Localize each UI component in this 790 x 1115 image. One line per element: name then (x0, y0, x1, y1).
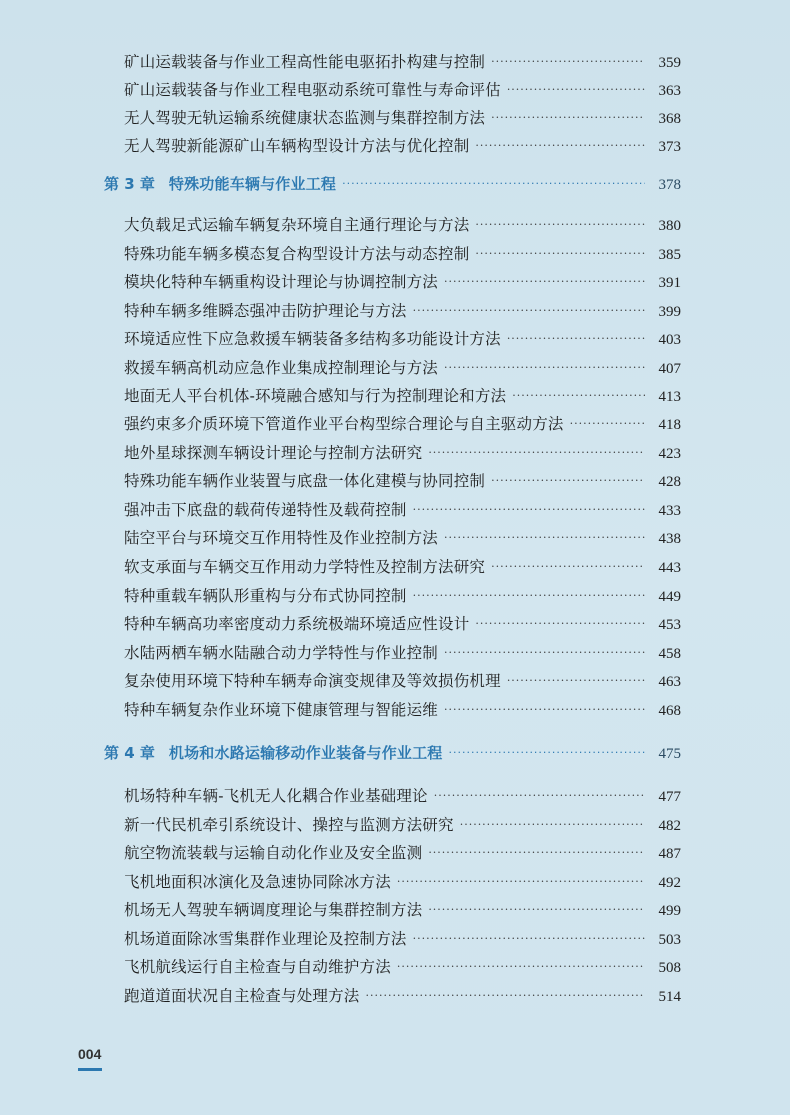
chapter-title: 机场和水路运输移动作业装备与作业工程 (168, 744, 443, 762)
dot-leader (491, 553, 645, 581)
toc-entry-page: 359 (658, 55, 681, 71)
dot-leader (413, 582, 645, 610)
dot-leader (428, 439, 645, 467)
toc-entry-title: 特殊功能车辆作业装置与底盘一体化建模与协同控制 (124, 472, 486, 490)
toc-entry[interactable] (124, 610, 681, 638)
toc-entry-title: 救援车辆高机动应急作业集成控制理论与方法 (124, 359, 439, 377)
dot-leader (397, 953, 645, 981)
toc-entry[interactable] (124, 811, 681, 839)
dot-leader (444, 354, 645, 382)
dot-leader (413, 297, 645, 325)
toc-entry-page: 380 (658, 218, 681, 234)
toc-entry[interactable] (124, 467, 681, 495)
toc-entry-title: 模块化特种车辆重构设计理论与协调控制方法 (124, 273, 439, 291)
toc-entry[interactable] (124, 496, 681, 524)
toc-entry-page: 407 (658, 361, 681, 377)
toc-entry-page: 373 (658, 139, 681, 155)
toc-chapter-3[interactable] (104, 170, 681, 198)
dot-leader (413, 496, 645, 524)
chapter-number: 第 3 章 (104, 175, 155, 193)
dot-leader (570, 410, 645, 438)
toc-entry-title: 地面无人平台机体-环境融合感知与行为控制理论和方法 (124, 387, 507, 405)
toc-entry-page: 363 (658, 83, 681, 99)
toc-entry-page: 487 (658, 846, 681, 862)
toc-entry-page: 458 (658, 646, 681, 662)
toc-entry-title: 复杂使用环境下特种车辆寿命演变规律及等效损伤机理 (124, 672, 501, 690)
toc-entry-title: 矿山运载装备与作业工程高性能电驱拓扑构建与控制 (124, 53, 486, 71)
dot-leader (512, 382, 645, 410)
dot-leader (491, 48, 645, 76)
toc-entry[interactable] (124, 382, 681, 410)
toc-entry-title: 软支承面与车辆交互作用动力学特性及控制方法研究 (124, 558, 486, 576)
toc-entry-title: 特殊功能车辆多模态复合构型设计方法与动态控制 (124, 245, 470, 263)
toc-entry-title: 机场特种车辆-飞机无人化耦合作业基础理论 (124, 787, 428, 805)
toc-entry-title: 强冲击下底盘的载荷传递特性及载荷控制 (124, 501, 407, 519)
dot-leader (491, 104, 645, 132)
toc-entry-title: 大负载足式运输车辆复杂环境自主通行理论与方法 (124, 216, 470, 234)
toc-entry[interactable] (124, 896, 681, 924)
toc-entry-page: 453 (658, 617, 681, 633)
toc-entry-page: 418 (658, 417, 681, 433)
toc-entry-title: 无人驾驶新能源矿山车辆构型设计方法与优化控制 (124, 137, 470, 155)
dot-leader (444, 268, 645, 296)
dot-leader (507, 325, 645, 353)
toc-entry-page: 503 (658, 932, 681, 948)
toc-entry-page: 385 (658, 247, 681, 263)
toc-entry-page: 463 (658, 674, 681, 690)
toc-entry[interactable] (124, 325, 681, 353)
toc-entry[interactable] (124, 354, 681, 382)
chapter-title: 特殊功能车辆与作业工程 (168, 175, 337, 193)
toc-entry-page: 482 (658, 818, 681, 834)
dot-leader (428, 839, 645, 867)
toc-entry[interactable] (124, 553, 681, 581)
toc-entry[interactable] (124, 48, 681, 76)
toc-entry-title: 新一代民机牵引系统设计、操控与监测方法研究 (124, 816, 454, 834)
toc-chapter-4[interactable] (104, 739, 681, 767)
toc-entry-page: 477 (658, 789, 681, 805)
toc-entry-page: 438 (658, 531, 681, 547)
chapter-page: 378 (658, 177, 681, 193)
dot-leader (444, 696, 645, 724)
toc-entry[interactable] (124, 104, 681, 132)
toc-entry-page: 492 (658, 875, 681, 891)
toc-entry[interactable] (124, 410, 681, 438)
toc-entry-title: 特种车辆复杂作业环境下健康管理与智能运维 (124, 701, 439, 719)
toc-entry-page: 499 (658, 903, 681, 919)
dot-leader (444, 639, 645, 667)
toc-entry[interactable] (124, 211, 681, 239)
toc-entry[interactable] (124, 639, 681, 667)
toc-entry-page: 403 (658, 332, 681, 348)
toc-entry-page: 428 (658, 474, 681, 490)
toc-entry[interactable] (124, 839, 681, 867)
toc-entry[interactable] (124, 667, 681, 695)
toc-entry[interactable] (124, 925, 681, 953)
toc-entry[interactable] (124, 868, 681, 896)
toc-entry-page: 433 (658, 503, 681, 519)
toc-entry[interactable] (124, 76, 681, 104)
toc-entry-title: 水陆两栖车辆水陆融合动力学特性与作业控制 (124, 644, 439, 662)
toc-entry-page: 399 (658, 304, 681, 320)
chapter-number: 第 4 章 (104, 744, 155, 762)
dot-leader (428, 896, 645, 924)
dot-leader (413, 925, 645, 953)
toc-entry-title: 飞机地面积冰演化及急速协同除冰方法 (124, 873, 391, 891)
toc-entry[interactable] (124, 268, 681, 296)
toc-entry-page: 508 (658, 960, 681, 976)
toc-entry-title: 无人驾驶无轨运输系统健康状态监测与集群控制方法 (124, 109, 486, 127)
dot-leader (507, 76, 645, 104)
toc-entry-page: 514 (658, 989, 681, 1005)
dot-leader (475, 610, 645, 638)
toc-entry-page: 423 (658, 446, 681, 462)
dot-leader (397, 868, 645, 896)
dot-leader (434, 782, 645, 810)
dot-leader (366, 982, 645, 1010)
toc-entry[interactable] (124, 782, 681, 810)
toc-entry[interactable] (124, 982, 681, 1010)
toc-entry-title: 跑道道面状况自主检查与处理方法 (124, 987, 360, 1005)
dot-leader (475, 240, 645, 268)
toc-entry[interactable] (124, 132, 681, 160)
toc-entry[interactable] (124, 240, 681, 268)
toc-entry-page: 368 (658, 111, 681, 127)
toc-entry[interactable] (124, 297, 681, 325)
toc-entry-page: 443 (658, 560, 681, 576)
page-number: 004 (78, 1046, 102, 1062)
dot-leader (460, 811, 645, 839)
toc-entry-title: 强约束多介质环境下管道作业平台构型综合理论与自主驱动方法 (124, 415, 564, 433)
toc-entry[interactable] (124, 582, 681, 610)
toc-entry-title: 地外星球探测车辆设计理论与控制方法研究 (124, 444, 423, 462)
toc-entry[interactable] (124, 524, 681, 552)
toc-entry[interactable] (124, 439, 681, 467)
toc-entry-title: 机场道面除冰雪集群作业理论及控制方法 (124, 930, 407, 948)
dot-leader (444, 524, 645, 552)
toc-entry-title: 环境适应性下应急救援车辆装备多结构多功能设计方法 (124, 330, 501, 348)
page-number-underline (78, 1068, 102, 1071)
toc-entry[interactable] (124, 696, 681, 724)
toc-entry-page: 391 (658, 275, 681, 291)
toc-entry-title: 飞机航线运行自主检查与自动维护方法 (124, 958, 391, 976)
dot-leader (491, 467, 645, 495)
toc-entry-page: 468 (658, 703, 681, 719)
toc-entry-page: 449 (658, 589, 681, 605)
toc-entry-title: 特种车辆高功率密度动力系统极端环境适应性设计 (124, 615, 470, 633)
dot-leader (342, 170, 645, 198)
toc-entry-title: 特种车辆多维瞬态强冲击防护理论与方法 (124, 302, 407, 320)
dot-leader (475, 132, 645, 160)
dot-leader (449, 739, 646, 767)
toc-entry-title: 陆空平台与环境交互作用特性及作业控制方法 (124, 529, 439, 547)
toc-entry-title: 机场无人驾驶车辆调度理论与集群控制方法 (124, 901, 423, 919)
toc-entry-page: 413 (658, 389, 681, 405)
toc-entry-title: 矿山运载装备与作业工程电驱动系统可靠性与寿命评估 (124, 81, 501, 99)
chapter-page: 475 (658, 746, 681, 762)
dot-leader (475, 211, 645, 239)
toc-entry-title: 特种重载车辆队形重构与分布式协同控制 (124, 587, 407, 605)
dot-leader (507, 667, 645, 695)
toc-entry[interactable] (124, 953, 681, 981)
toc-entry-title: 航空物流装载与运输自动化作业及安全监测 (124, 844, 423, 862)
